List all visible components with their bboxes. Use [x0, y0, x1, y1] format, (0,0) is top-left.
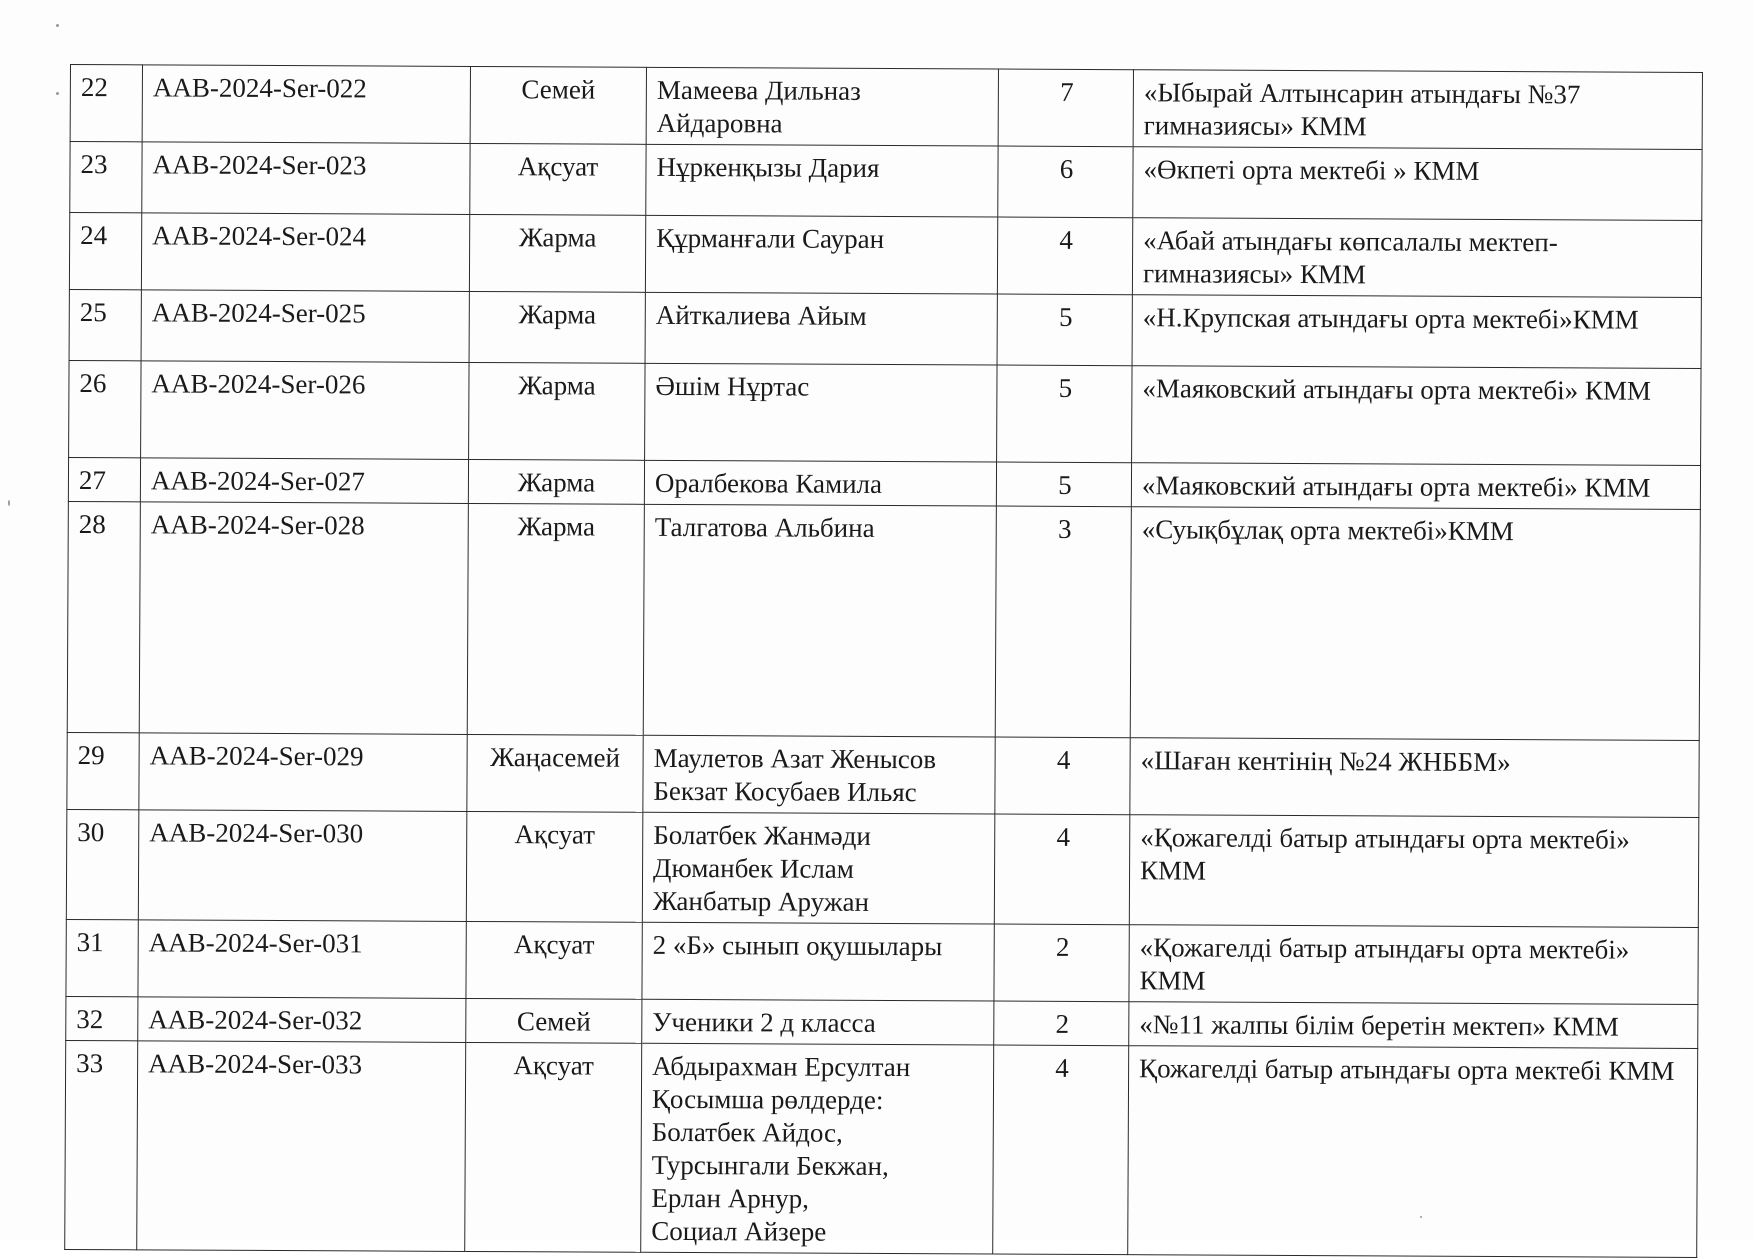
scan-speck: [8, 500, 10, 506]
region-cell: Семей: [466, 998, 642, 1043]
project-code-cell: AAB-2024-Ser-028: [139, 502, 468, 735]
grade-cell: 6: [998, 146, 1133, 218]
school-cell: «Қожагелді батыр атындағы орта мектебі» КММ: [1129, 925, 1698, 1005]
table-row: [69, 360, 1701, 465]
participant-name-line: Болатбек Жанмәди: [653, 819, 871, 851]
school-cell: «Маяковский атындағы орта мектебі» КММ: [1132, 366, 1701, 466]
school-cell: «Н.Крупская атындағы орта мектебі»КММ: [1132, 295, 1701, 369]
region-cell: Жарма: [469, 214, 645, 292]
table-row: [69, 289, 1701, 368]
project-code-cell: AAB-2024-Ser-029: [139, 733, 467, 812]
row-number-cell: 30: [66, 809, 139, 919]
table-row: [67, 732, 1699, 817]
table-row: [66, 809, 1699, 927]
project-code-cell: AAB-2024-Ser-024: [141, 213, 469, 292]
school-cell: «Суықбұлақ орта мектебі»КММ: [1130, 507, 1700, 741]
school-cell: «Ыбырай Алтынсарин атындағы №37 гимназиясы» КММ: [1133, 70, 1702, 150]
participant-name-line: Оралбекова Камила: [654, 467, 883, 499]
table-body: [65, 65, 1703, 1258]
grade-cell: 3: [995, 506, 1131, 738]
table-row: [70, 142, 1702, 221]
participant-names-cell: [646, 144, 998, 217]
row-number-cell: 28: [67, 501, 140, 732]
participant-name-line: Абдырахман Ерсултан: [652, 1050, 911, 1083]
region-cell: Ақсуат: [465, 1042, 642, 1252]
project-code-cell: AAB-2024-Ser-027: [140, 458, 468, 504]
school-cell: «Маяковский атындағы орта мектебі» КММ: [1131, 463, 1700, 510]
participant-names-cell: [645, 215, 997, 294]
table-row: [70, 65, 1702, 150]
participant-name-line: 2 «Б» сынып оқушылары: [652, 929, 943, 962]
grade-cell: 4: [997, 217, 1132, 295]
participant-names-cell: [642, 999, 994, 1045]
row-number-cell: 31: [66, 919, 138, 996]
grade-cell: 4: [994, 814, 1130, 925]
table-row: [67, 501, 1700, 740]
participant-name-line: Турсынгали Бекжан,: [651, 1149, 889, 1182]
scan-speck: [1420, 1216, 1422, 1218]
participant-name-line: Жанбатыр Аружан: [652, 885, 870, 917]
participant-names-cell: [643, 735, 995, 814]
project-code-cell: AAB-2024-Ser-022: [142, 65, 470, 144]
participant-name-line: Қосымша рөлдерде:: [651, 1083, 884, 1115]
grade-cell: 5: [997, 365, 1132, 463]
participant-names-cell: [645, 363, 997, 462]
row-number-cell: 22: [70, 65, 142, 142]
scan-speck: [56, 24, 59, 27]
project-code-cell: AAB-2024-Ser-030: [138, 810, 467, 922]
grade-cell: 5: [997, 294, 1132, 366]
school-cell: «Шаған кентінің №24 ЖНББМ»: [1130, 738, 1699, 818]
participant-name-line: Ученики 2 д класса: [652, 1006, 876, 1038]
grade-cell: 4: [995, 737, 1130, 815]
region-cell: Ақсуат: [466, 811, 643, 922]
row-number-cell: 24: [69, 213, 141, 290]
region-cell: Жарма: [468, 459, 644, 504]
school-cell: «Абай атындағы көпсалалы мектеп-гимназиясы» КММ: [1132, 218, 1701, 298]
participant-name-line: Мамеева Дильназ: [656, 74, 861, 106]
school-cell: «Өкпеті орта мектебі » КММ: [1133, 147, 1702, 221]
participant-name-line: Талгатова Альбина: [654, 511, 875, 543]
participants-table-wrapper: [64, 64, 1702, 1258]
participant-name-line: Айткалиева Айым: [655, 299, 867, 331]
table-row: [66, 996, 1698, 1048]
row-number-cell: 33: [65, 1040, 138, 1249]
grade-cell: 7: [998, 69, 1133, 147]
project-code-cell: AAB-2024-Ser-026: [141, 361, 469, 460]
project-code-cell: AAB-2024-Ser-031: [138, 920, 466, 999]
project-code-cell: AAB-2024-Ser-025: [141, 290, 469, 363]
region-cell: Жаңасемей: [467, 734, 643, 812]
participant-name-line: Маулетов Азат Женысов: [653, 742, 937, 775]
project-code-cell: AAB-2024-Ser-023: [142, 142, 470, 215]
row-number-cell: 23: [70, 142, 142, 213]
participant-names-cell: [645, 292, 997, 365]
row-number-cell: 25: [69, 289, 141, 360]
participant-names-cell: [646, 67, 998, 146]
region-cell: Жарма: [469, 362, 645, 460]
participant-names-cell: [642, 812, 995, 924]
participant-names-cell: [644, 460, 996, 506]
project-code-cell: AAB-2024-Ser-033: [137, 1041, 466, 1252]
participant-names-cell: [641, 1043, 994, 1254]
participant-name-line: Әшім Нұртас: [655, 370, 810, 402]
participant-name-line: Құрманғали Сауран: [656, 222, 885, 254]
region-cell: Ақсуат: [470, 143, 646, 215]
participant-names-cell: [643, 504, 996, 737]
participant-names-cell: [642, 922, 994, 1001]
participant-name-line: Болатбек Айдос,: [651, 1116, 843, 1148]
grade-cell: 2: [994, 924, 1129, 1002]
school-cell: «№11 жалпы білім беретін мектеп» КММ: [1129, 1002, 1698, 1049]
grade-cell: 4: [993, 1045, 1129, 1255]
table-row: [69, 213, 1701, 298]
region-cell: Жарма: [469, 291, 645, 363]
table-row: [65, 1040, 1698, 1257]
region-cell: Семей: [470, 66, 646, 144]
region-cell: Ақсуат: [466, 921, 642, 999]
participant-name-line: Социал Айзере: [651, 1215, 827, 1247]
row-number-cell: 32: [66, 996, 138, 1040]
row-number-cell: 29: [67, 732, 139, 809]
participant-name-line: Ерлан Арнур,: [651, 1182, 810, 1214]
participant-name-line: Нұркенқызы Дария: [656, 151, 880, 183]
region-cell: Жарма: [467, 503, 644, 735]
grade-cell: 5: [996, 462, 1131, 507]
row-number-cell: 26: [69, 360, 141, 457]
school-cell: «Қожагелді батыр атындағы орта мектебі» КММ: [1129, 815, 1699, 928]
scan-speck: [56, 92, 59, 95]
participant-name-line: Айдаровна: [656, 107, 783, 139]
row-number-cell: 27: [68, 457, 140, 501]
grade-cell: 2: [994, 1001, 1129, 1046]
school-cell: Қожагелді батыр атындағы орта мектебі КММ: [1128, 1046, 1698, 1258]
table-row: [68, 457, 1700, 509]
table-row: [66, 919, 1698, 1004]
participant-name-line: Бекзат Косубаев Ильяс: [653, 775, 917, 808]
project-code-cell: AAB-2024-Ser-032: [138, 997, 466, 1043]
participants-table: [64, 64, 1703, 1258]
participant-name-line: Дюманбек Ислам: [653, 852, 854, 884]
